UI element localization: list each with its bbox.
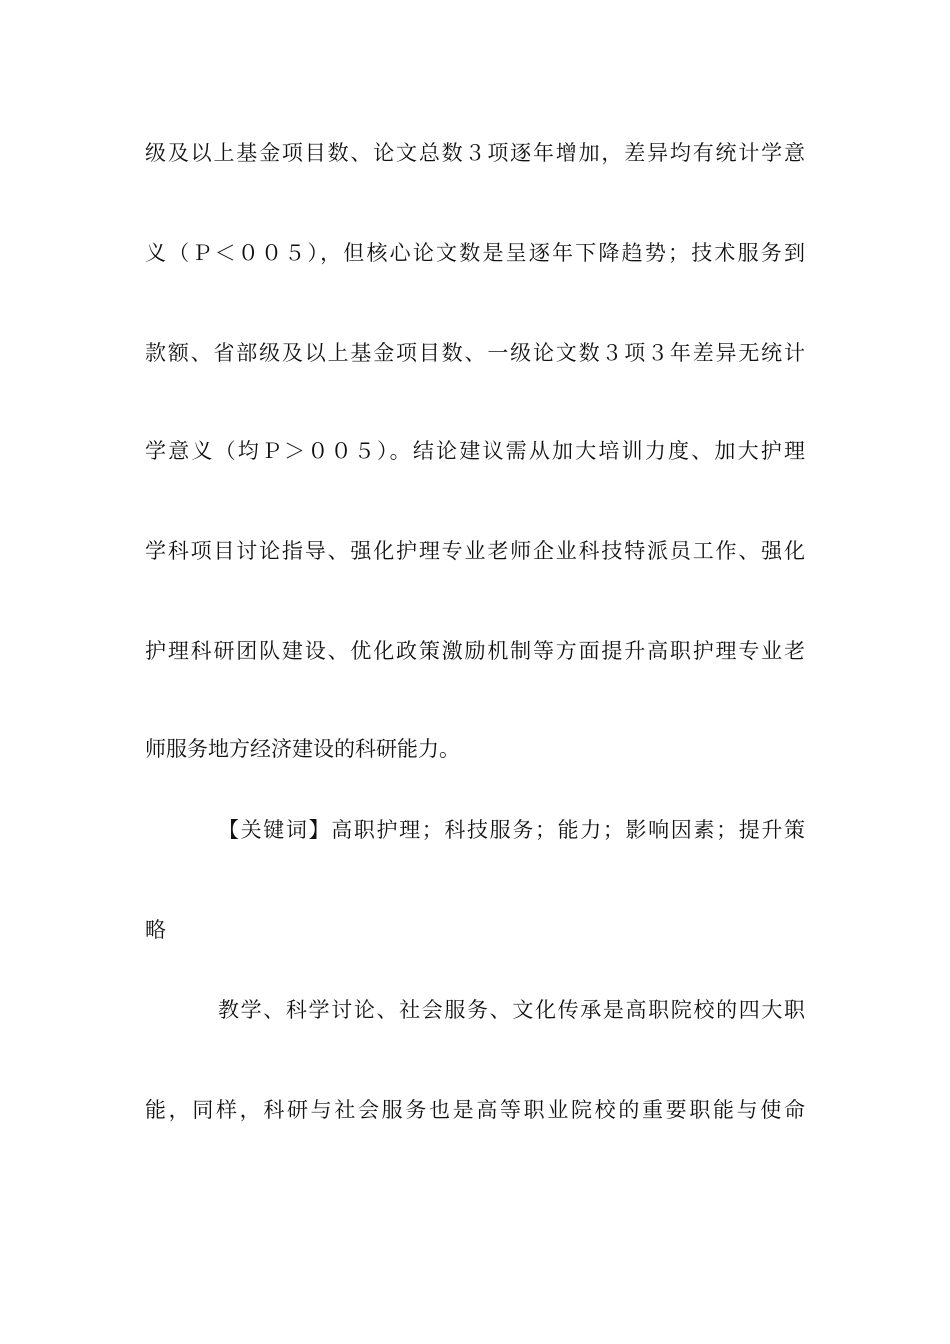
abstract-line-1: 级及以上基金项目数、论文总数３项逐年增加，差异均有统计学意 [145, 141, 805, 165]
abstract-line-4: 学意义（均Ｐ＞００５）。结论建议需从加大培训力度、加大护理 [145, 439, 805, 463]
abstract-line-2: 义（Ｐ＜００５），但核心论文数是呈逐年下降趋势；技术服务到 [145, 241, 805, 265]
body-line-1: 教学、科学讨论、社会服务、文化传承是高职院校的四大职 [218, 998, 805, 1022]
body-line-2: 能，同样，科研与社会服务也是高等职业院校的重要职能与使命 [145, 1098, 805, 1122]
keywords-line-2: 略 [145, 918, 166, 942]
abstract-line-5: 学科项目讨论指导、强化护理专业老师企业科技特派员工作、强化 [145, 539, 805, 563]
abstract-line-3: 款额、省部级及以上基金项目数、一级论文数３项３年差异无统计 [145, 341, 805, 365]
abstract-line-7: 师服务地方经济建设的科研能力。 [145, 737, 460, 761]
abstract-line-6: 护理科研团队建设、优化政策激励机制等方面提升高职护理专业老 [145, 639, 805, 663]
keywords-line-1: 【关键词】高职护理；科技服务；能力；影响因素；提升策 [218, 818, 805, 842]
